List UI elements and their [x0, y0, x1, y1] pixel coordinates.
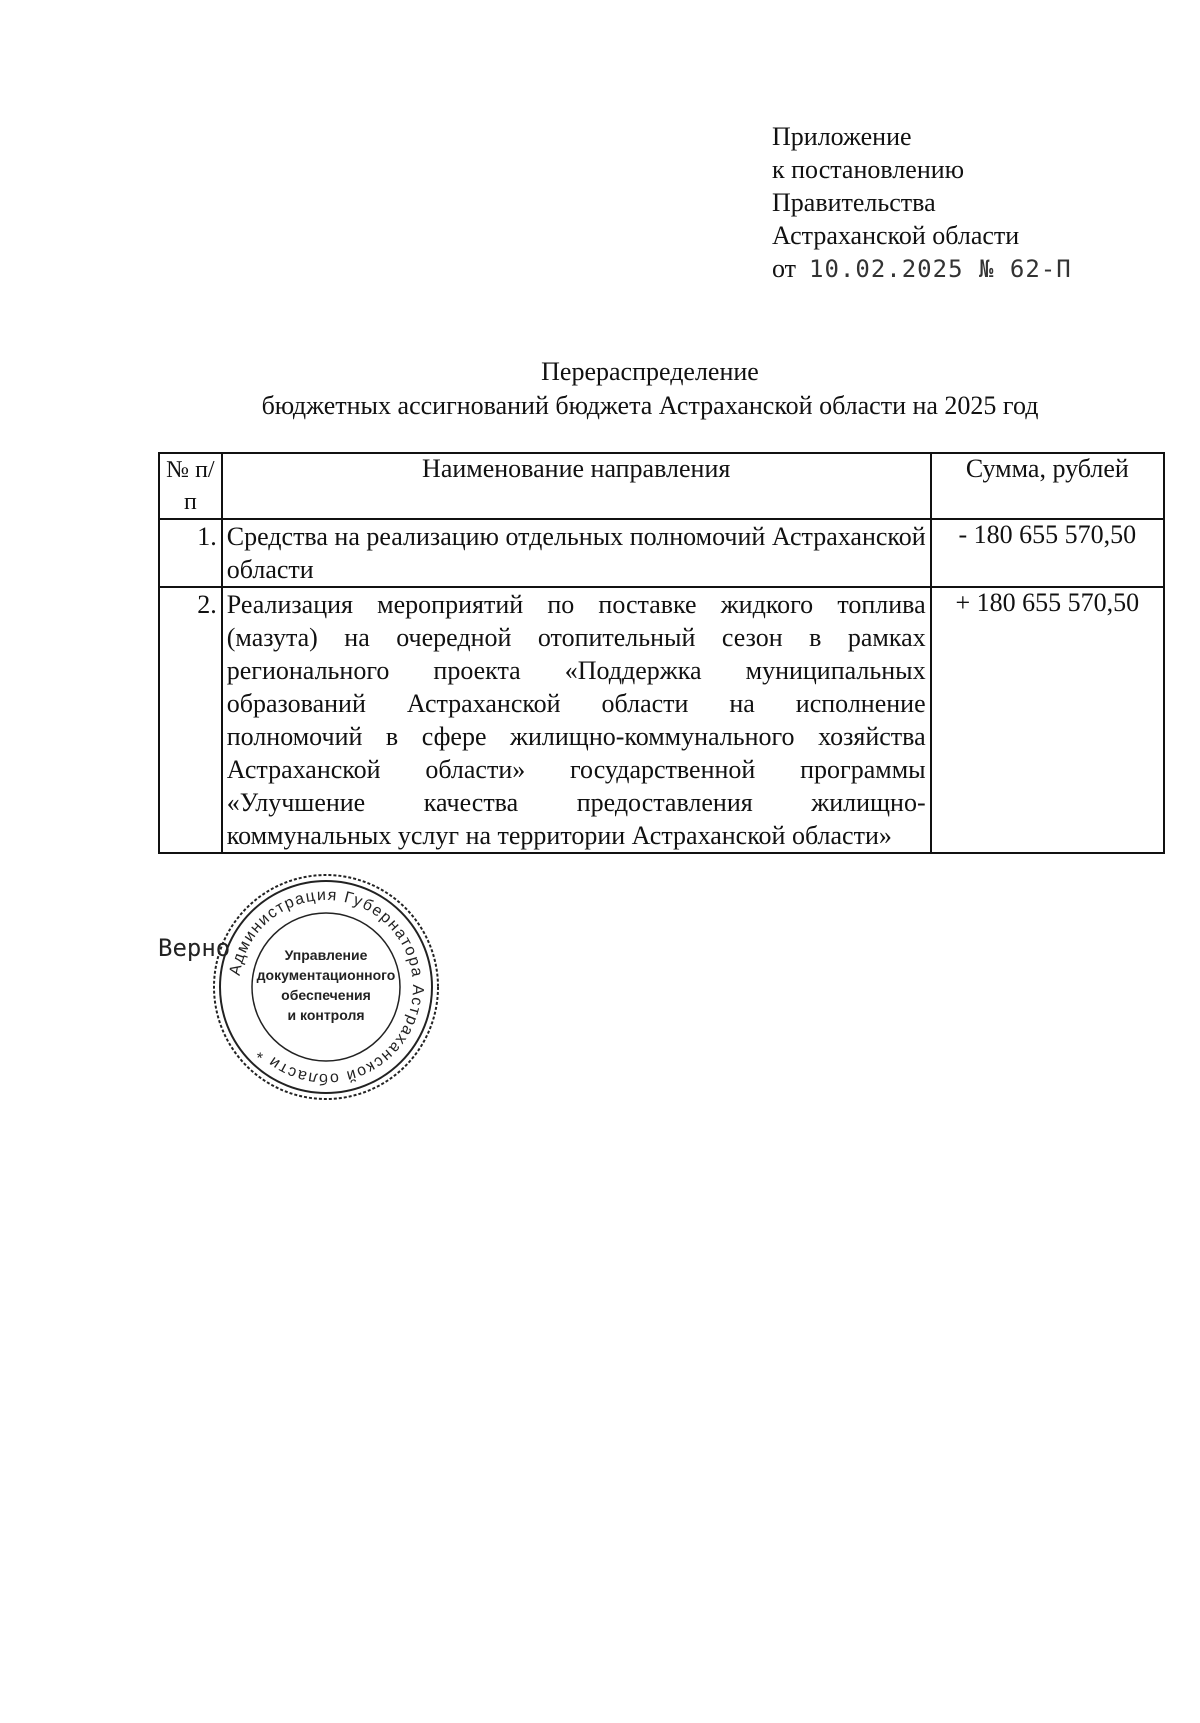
- row-num: 1.: [159, 519, 222, 587]
- stamp-center-line: и контроля: [287, 1007, 365, 1023]
- table-header-row: [159, 453, 1164, 519]
- appendix-line: Приложение: [772, 122, 912, 151]
- row-name: Реализация мероприятий по поставке жидкого топлива (мазута) на очередной отопительный сезон в рамках регионального проекта «Поддержка муниципальных образований Астраханской области на исполнение полномочий в сфере жилищно-коммунального хозяйства Астраханской области» государственной программы «Улучшение качества предоставления жилищно-коммунальных услуг на территории Астраханской области»: [222, 587, 931, 853]
- stamp-center-line: обеспечения: [281, 987, 371, 1003]
- appendix-block: [772, 120, 1072, 286]
- budget-table: [158, 452, 1165, 854]
- table-row: [159, 587, 1164, 853]
- document-number-date: 10.02.2025 № 62-П: [809, 255, 1072, 283]
- table-row: [159, 519, 1164, 587]
- row-sum: - 180 655 570,50: [931, 519, 1164, 587]
- stamp-ring-text: Администрация Губернатора Астраханской области *: [226, 886, 427, 1088]
- row-num: 2.: [159, 587, 222, 853]
- certification-verno: Верно: [158, 934, 231, 962]
- stamp-center-line: документационного: [256, 967, 396, 983]
- appendix-line: Правительства: [772, 188, 936, 217]
- appendix-line: Астраханской области: [772, 221, 1020, 250]
- from-label: от: [772, 254, 797, 283]
- document-reference: [772, 252, 1072, 286]
- official-stamp: [211, 872, 441, 1102]
- row-sum: + 180 655 570,50: [931, 587, 1164, 853]
- title-line: Перераспределение: [541, 357, 759, 386]
- title-line: бюджетных ассигнований бюджета Астраханской области на 2025 год: [261, 391, 1039, 420]
- row-name: Средства на реализацию отдельных полномочий Астраханской области: [222, 519, 931, 587]
- header-num: № п/п: [159, 453, 222, 519]
- header-sum: Сумма, рублей: [931, 453, 1164, 519]
- document-title: [150, 355, 1150, 423]
- appendix-line: к постановлению: [772, 155, 965, 184]
- stamp-center-line: Управление: [284, 947, 368, 963]
- header-name: Наименование направления: [222, 453, 931, 519]
